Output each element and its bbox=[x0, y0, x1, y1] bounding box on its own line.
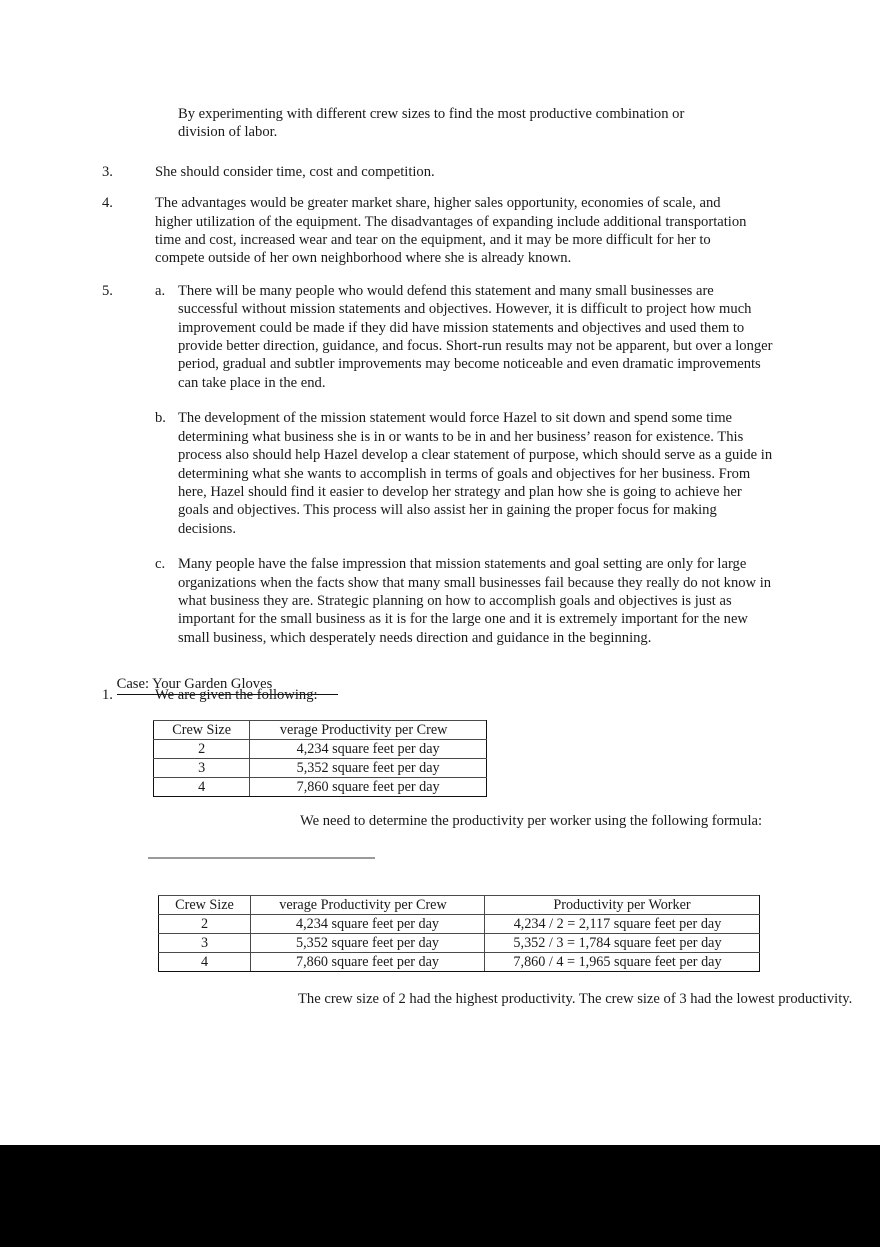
list-marker-5b: b. bbox=[155, 410, 166, 427]
list-item-5c bbox=[155, 555, 773, 647]
table-given-cell-avg-productivity: 7,860 square feet per day bbox=[250, 778, 487, 797]
table-row bbox=[154, 778, 487, 797]
table-computed-header-productivity-per-worker: Productivity per Worker bbox=[485, 896, 760, 915]
list-text-5b: The development of the mission statement would force Hazel to sit down and spend some time determining what business she is in or wants to be in and her business’ reason for existence. This process also should help Hazel develop a clear statement of purpose, which should serve as a guide in determining what she wants to accomplish in terms of goals and objectives for her business. From here, Hazel should find it easier to develop her strategy and plan how she is going to achieve her goals and objectives. This process will also assist her in gaining the proper focus for making decisions. bbox=[178, 410, 773, 537]
list-item-3 bbox=[102, 163, 749, 181]
table-computed-cell-crew-size: 4 bbox=[159, 953, 251, 972]
formula-lead-in: We need to determine the productivity per worker using the following formula: bbox=[300, 813, 763, 829]
list-item-5b bbox=[155, 409, 773, 538]
case-list-text-1: We are given the following: bbox=[155, 687, 318, 703]
list-text-3: She should consider time, cost and competition. bbox=[155, 163, 435, 180]
intro-paragraph: By experimenting with different crew sizes to find the most productive combination or division of labor. bbox=[178, 106, 685, 141]
table-row bbox=[159, 915, 760, 934]
table-row-header bbox=[154, 721, 487, 740]
table-given-header-crew-size: Crew Size bbox=[154, 721, 250, 740]
table-given-cell-crew-size: 2 bbox=[154, 740, 250, 759]
table-computed-header-crew-size: Crew Size bbox=[159, 896, 251, 915]
table-given-productivity bbox=[153, 720, 487, 797]
table-given-cell-avg-productivity: 5,352 square feet per day bbox=[250, 759, 487, 778]
table-computed-cell-productivity-per-worker: 7,860 / 4 = 1,965 square feet per day bbox=[485, 953, 760, 972]
table-computed-header-avg-productivity: verage Productivity per Crew bbox=[251, 896, 485, 915]
list-item-5a bbox=[155, 282, 773, 392]
table-computed-cell-productivity-per-worker: 4,234 / 2 = 2,117 square feet per day bbox=[485, 915, 760, 934]
table-computed-productivity bbox=[158, 895, 760, 972]
case-list-item-1 bbox=[102, 686, 755, 704]
list-marker-5: 5. bbox=[102, 282, 113, 299]
table-computed-cell-avg-productivity: 7,860 square feet per day bbox=[251, 953, 485, 972]
case-heading bbox=[102, 657, 338, 713]
formula-fraction-rule bbox=[148, 857, 375, 859]
table-row bbox=[159, 953, 760, 972]
table-row bbox=[154, 759, 487, 778]
list-item-4 bbox=[102, 194, 749, 268]
list-marker-5a: a. bbox=[155, 282, 166, 299]
table-given-header-avg-productivity: verage Productivity per Crew bbox=[250, 721, 487, 740]
table-given-cell-avg-productivity: 4,234 square feet per day bbox=[250, 740, 487, 759]
table-computed-cell-crew-size: 3 bbox=[159, 934, 251, 953]
case-list-marker-1: 1. bbox=[102, 687, 113, 703]
conclusion-paragraph: The crew size of 2 had the highest productivity. The crew size of 3 had the lowest productivity. bbox=[298, 991, 853, 1007]
page-bottom-black-band bbox=[0, 1145, 880, 1247]
table-given-cell-crew-size: 3 bbox=[154, 759, 250, 778]
list-text-5a: There will be many people who would defend this statement and many small businesses are successful without mission statements and objectives. However, it is difficult to project how much improvement could be made if they did have mission statements and objectives and used them to provide better direction, guidance, and focus. Short-run results may not be apparent, but over a longer period, gradual and subtler improvements may become noticeable and even dramatic improvements can take place in the end. bbox=[178, 282, 773, 391]
table-computed-cell-crew-size: 2 bbox=[159, 915, 251, 934]
table-row-header bbox=[159, 896, 760, 915]
table-given-cell-crew-size: 4 bbox=[154, 778, 250, 797]
list-text-5c: Many people have the false impression that mission statements and goal setting are only for large organizations when the facts show that many small businesses fail because they really do not know in what business they are. Strategic planning on how to accomplish goals and objectives is just as important for the small business as it is for the large one and it is extremely important for the new small business, which desperately needs direction and guidance in the beginning. bbox=[178, 556, 772, 646]
table-row bbox=[154, 740, 487, 759]
table-computed-cell-productivity-per-worker: 5,352 / 3 = 1,784 square feet per day bbox=[485, 934, 760, 953]
table-computed-cell-avg-productivity: 5,352 square feet per day bbox=[251, 934, 485, 953]
list-marker-3: 3. bbox=[102, 163, 113, 180]
list-marker-5c: c. bbox=[155, 556, 166, 573]
table-computed-cell-avg-productivity: 4,234 square feet per day bbox=[251, 915, 485, 934]
case-heading-label: Case: Your Garden Gloves bbox=[117, 675, 273, 695]
list-marker-4: 4. bbox=[102, 195, 113, 212]
table-row bbox=[159, 934, 760, 953]
list-item-5 bbox=[0, 282, 880, 647]
list-text-4: The advantages would be greater market share, higher sales opportunity, economies of scale, and higher utilization of the equipment. The disadvantages of expanding include additional transportation time and cost, increased wear and tear on the equipment, and it may be more difficult for her to compete outside of her own neighborhood where she is already known. bbox=[155, 195, 747, 267]
